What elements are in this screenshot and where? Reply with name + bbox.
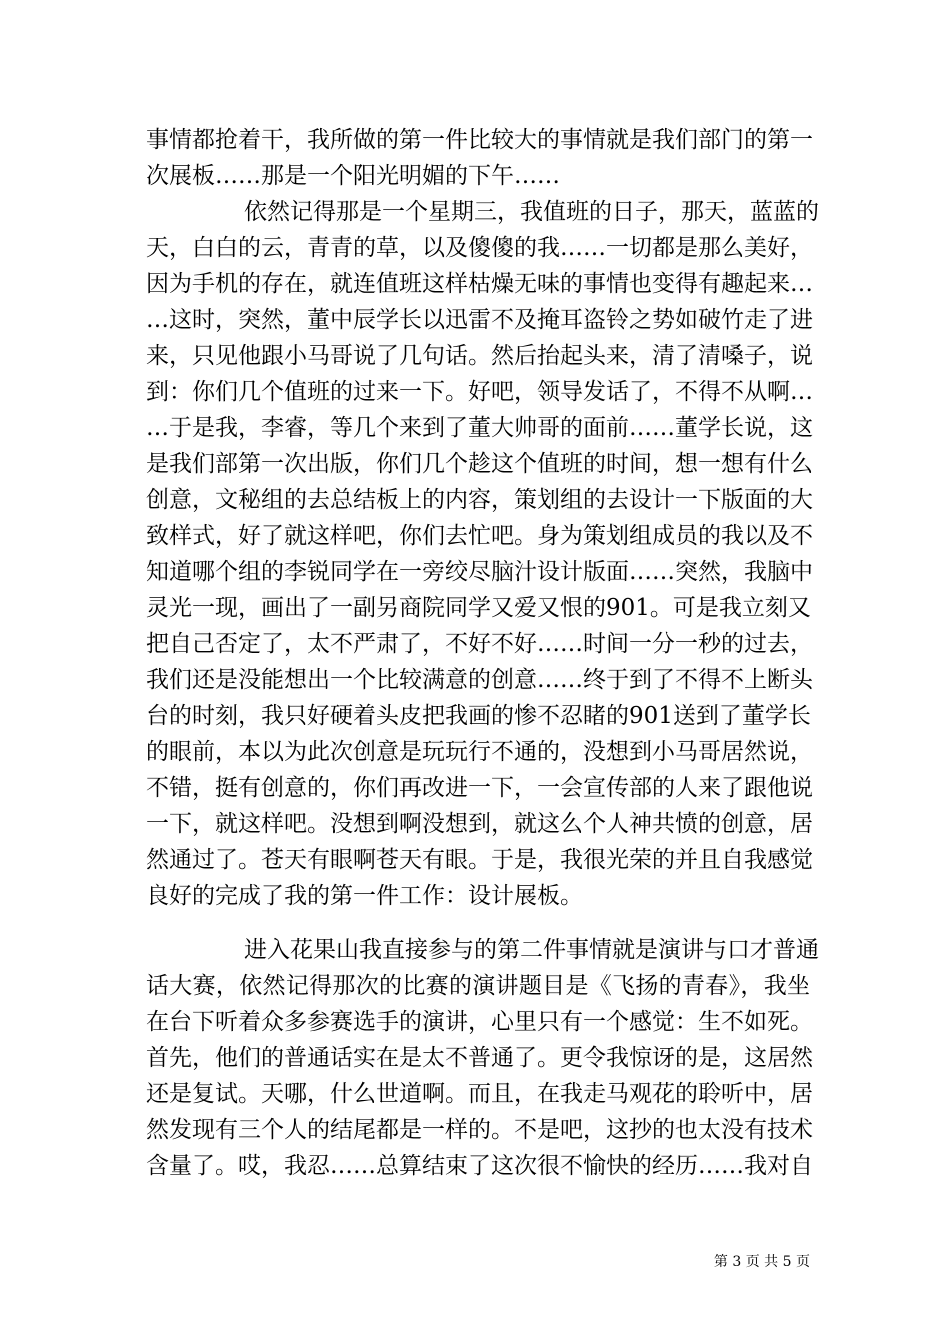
text-line: 一下，就这样吧。没想到啊没想到，就这么个人神共愤的创意，居 xyxy=(146,811,813,837)
text-line: 次展板……那是一个阳光明媚的下午…… xyxy=(146,163,560,189)
text-line: 我们还是没能想出一个比较满意的创意……终于到了不得不上断头 xyxy=(146,667,813,693)
text-line: 把自己否定了，太不严肃了，不好不好……时间一分一秒的过去， xyxy=(146,631,813,657)
text-line: 来，只见他跟小马哥说了几句话。然后抬起头来，清了清嗓子，说 xyxy=(146,343,813,369)
text-line: 致样式，好了就这样吧，你们去忙吧。身为策划组成员的我以及不 xyxy=(146,523,813,549)
text-line: 台的时刻，我只好硬着头皮把我画的惨不忍睹的901送到了董学长 xyxy=(146,703,811,729)
text-line: 良好的完成了我的第一件工作：设计展板。 xyxy=(146,883,583,909)
text-line: 进入花果山我直接参与的第二件事情就是演讲与口才普通 xyxy=(244,937,819,963)
text-line: 天，白白的云，青青的草，以及傻傻的我……一切都是那么美好， xyxy=(146,235,813,261)
text-line: …这时，突然，董中辰学长以迅雷不及掩耳盗铃之势如破竹走了进 xyxy=(146,307,813,333)
text-line: 然通过了。苍天有眼啊苍天有眼。于是，我很光荣的并且自我感觉 xyxy=(146,847,813,873)
text-line: 还是复试。天哪，什么世道啊。而且，在我走马观花的聆听中，居 xyxy=(146,1081,813,1107)
text-line: 首先，他们的普通话实在是太不普通了。更令我惊讶的是，这居然 xyxy=(146,1045,813,1071)
text-line: 因为手机的存在，就连值班这样枯燥无味的事情也变得有趣起来… xyxy=(146,271,813,297)
text-line: 不错，挺有创意的，你们再改进一下，一会宣传部的人来了跟他说 xyxy=(146,775,813,801)
text-line: 含量了。哎，我忍……总算结束了这次很不愉快的经历……我对自 xyxy=(146,1153,813,1179)
text-line: 知道哪个组的李锐同学在一旁绞尽脑汁设计版面……突然，我脑中 xyxy=(146,559,813,585)
text-line: 依然记得那是一个星期三，我值班的日子，那天，蓝蓝的 xyxy=(244,199,819,225)
text-line: 到：你们几个值班的过来一下。好吧，领导发话了，不得不从啊… xyxy=(146,379,813,405)
text-line: 的眼前，本以为此次创意是玩玩行不通的，没想到小马哥居然说， xyxy=(146,739,813,765)
text-line: 事情都抢着干，我所做的第一件比较大的事情就是我们部门的第一 xyxy=(146,127,813,153)
text-line: 是我们部第一次出版，你们几个趁这个值班的时间，想一想有什么 xyxy=(146,451,813,477)
text-line: …于是我，李睿，等几个来到了董大帅哥的面前……董学长说，这 xyxy=(146,415,813,441)
text-line: 灵光一现，画出了一副另商院同学又爱又恨的901。可是我立刻又 xyxy=(146,595,811,621)
text-line: 创意，文秘组的去总结板上的内容，策划组的去设计一下版面的大 xyxy=(146,487,813,513)
text-line: 在台下听着众多参赛选手的演讲，心里只有一个感觉：生不如死。 xyxy=(146,1009,813,1035)
page-number: 第 3 页 共 5 页 xyxy=(713,1254,810,1270)
text-line: 然发现有三个人的结尾都是一样的。不是吧，这抄的也太没有技术 xyxy=(146,1117,813,1143)
text-line: 话大赛，依然记得那次的比赛的演讲题目是《飞扬的青春》，我坐 xyxy=(146,973,810,999)
